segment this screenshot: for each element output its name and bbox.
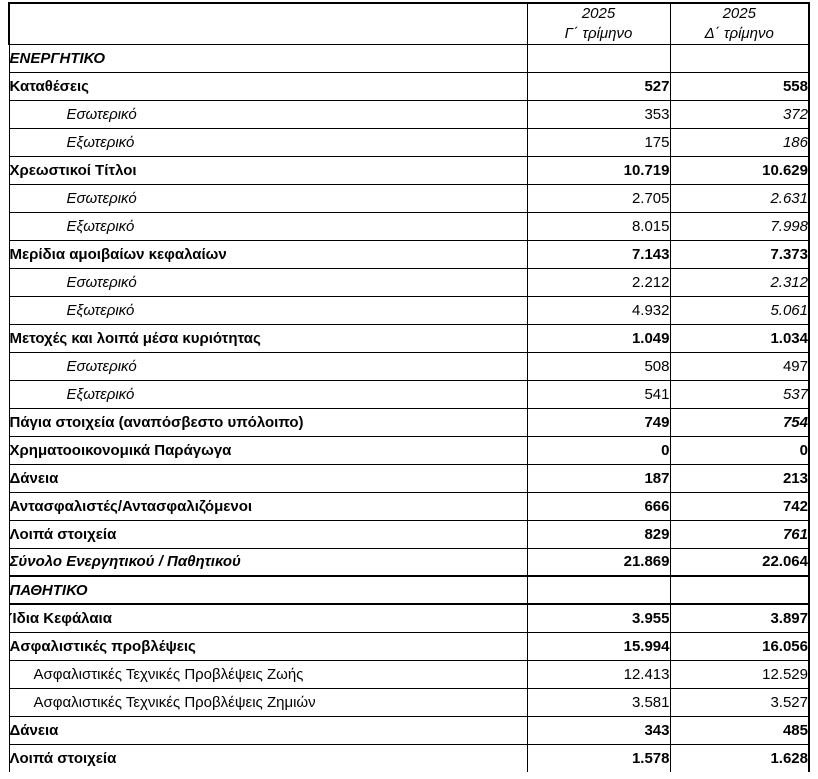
row-value-q4: 7.998 xyxy=(670,212,809,240)
table-row xyxy=(9,436,809,464)
row-value-q4: 10.629 xyxy=(670,156,809,184)
row-value-q4: 5.061 xyxy=(670,296,809,324)
row-label: Σύνολο Ενεργητικού / Παθητικού xyxy=(9,548,527,576)
table-header xyxy=(9,3,809,44)
row-value-q3: 3.581 xyxy=(527,688,670,716)
table-row xyxy=(9,352,809,380)
row-value-q3: 8.015 xyxy=(527,212,670,240)
row-value-q3: 343 xyxy=(527,716,670,744)
row-value-q3: 3.955 xyxy=(527,604,670,632)
row-value-q4: 2.631 xyxy=(670,184,809,212)
table-row xyxy=(9,324,809,352)
table-row xyxy=(9,380,809,408)
table-row xyxy=(9,408,809,436)
row-value-q3 xyxy=(527,44,670,72)
table-row xyxy=(9,128,809,156)
row-label: ΠΑΘΗΤΙΚΟ xyxy=(9,576,527,604)
row-label: Λοιπά στοιχεία xyxy=(9,520,527,548)
table-row xyxy=(9,576,809,604)
row-value-q3 xyxy=(527,576,670,604)
row-label: Εσωτερικό xyxy=(9,184,527,212)
row-value-q3: 10.719 xyxy=(527,156,670,184)
row-label: Ασφαλιστικές προβλέψεις xyxy=(9,632,527,660)
table-row xyxy=(9,268,809,296)
table-row xyxy=(9,184,809,212)
row-value-q4: 372 xyxy=(670,100,809,128)
row-value-q3: 1.049 xyxy=(527,324,670,352)
row-label: Ίδια Κεφάλαια xyxy=(9,604,527,632)
row-value-q4: 2.312 xyxy=(670,268,809,296)
row-value-q3: 666 xyxy=(527,492,670,520)
table-row xyxy=(9,44,809,72)
table-header-row xyxy=(9,3,809,44)
table-row xyxy=(9,632,809,660)
row-value-q3: 187 xyxy=(527,464,670,492)
row-value-q3: 4.932 xyxy=(527,296,670,324)
row-label: Πάγια στοιχεία (αναπόσβεστο υπόλοιπο) xyxy=(9,408,527,436)
row-value-q3: 1.578 xyxy=(527,744,670,772)
row-value-q3: 353 xyxy=(527,100,670,128)
table-row xyxy=(9,212,809,240)
row-label: Χρηματοοικονομικά Παράγωγα xyxy=(9,436,527,464)
row-label: Δάνεια xyxy=(9,716,527,744)
financial-table-sheet xyxy=(8,2,808,772)
row-value-q3: 2.212 xyxy=(527,268,670,296)
row-label: ΕΝΕΡΓΗΤΙΚΟ xyxy=(9,44,527,72)
table-row xyxy=(9,240,809,268)
row-label: Εξωτερικό xyxy=(9,380,527,408)
row-label: Καταθέσεις xyxy=(9,72,527,100)
row-value-q3: 2.705 xyxy=(527,184,670,212)
row-value-q3: 12.413 xyxy=(527,660,670,688)
row-label: Ασφαλιστικές Τεχνικές Προβλέψεις Ζωής xyxy=(9,660,527,688)
table-row xyxy=(9,604,809,632)
table-row xyxy=(9,464,809,492)
row-value-q4: 7.373 xyxy=(670,240,809,268)
row-label: Μερίδια αμοιβαίων κεφαλαίων xyxy=(9,240,527,268)
row-value-q4: 22.064 xyxy=(670,548,809,576)
row-value-q3: 541 xyxy=(527,380,670,408)
table-row xyxy=(9,520,809,548)
row-value-q3: 175 xyxy=(527,128,670,156)
row-value-q3: 15.994 xyxy=(527,632,670,660)
header-cell-q3 xyxy=(527,3,670,44)
table-row xyxy=(9,688,809,716)
table-row xyxy=(9,492,809,520)
row-label: Εσωτερικό xyxy=(9,100,527,128)
row-label: Δάνεια xyxy=(9,464,527,492)
row-value-q4: 537 xyxy=(670,380,809,408)
row-value-q4: 1.628 xyxy=(670,744,809,772)
table-row xyxy=(9,548,809,576)
row-label: Εξωτερικό xyxy=(9,296,527,324)
header-cell-q4 xyxy=(670,3,809,44)
row-value-q3: 829 xyxy=(527,520,670,548)
table-row xyxy=(9,716,809,744)
row-label: Αντασφαλιστές/Αντασφαλιζόμενοι xyxy=(9,492,527,520)
row-value-q4: 0 xyxy=(670,436,809,464)
row-label: Λοιπά στοιχεία xyxy=(9,744,527,772)
row-value-q4: 12.529 xyxy=(670,660,809,688)
balance-sheet-table xyxy=(8,2,810,772)
row-label: Ασφαλιστικές Τεχνικές Προβλέψεις Ζημιών xyxy=(9,688,527,716)
row-value-q4: 213 xyxy=(670,464,809,492)
row-value-q4: 3.527 xyxy=(670,688,809,716)
header-q4-year: 2025 xyxy=(722,5,756,22)
row-value-q3: 21.869 xyxy=(527,548,670,576)
row-value-q3: 749 xyxy=(527,408,670,436)
row-label: Εξωτερικό xyxy=(9,128,527,156)
row-label: Μετοχές και λοιπά μέσα κυριότητας xyxy=(9,324,527,352)
table-row xyxy=(9,156,809,184)
table-row xyxy=(9,296,809,324)
header-q3-period: Γ΄ τρίμηνο xyxy=(564,24,633,42)
row-label: Εσωτερικό xyxy=(9,268,527,296)
row-label: Χρεωστικοί Τίτλοι xyxy=(9,156,527,184)
table-row xyxy=(9,72,809,100)
row-value-q4: 761 xyxy=(670,520,809,548)
table-row xyxy=(9,660,809,688)
row-value-q4: 742 xyxy=(670,492,809,520)
header-q4-period: Δ΄ τρίμηνο xyxy=(704,24,774,42)
row-value-q4: 1.034 xyxy=(670,324,809,352)
row-value-q4: 186 xyxy=(670,128,809,156)
row-label: Εξωτερικό xyxy=(9,212,527,240)
row-value-q4: 497 xyxy=(670,352,809,380)
row-label: Εσωτερικό xyxy=(9,352,527,380)
row-value-q4 xyxy=(670,576,809,604)
row-value-q4: 558 xyxy=(670,72,809,100)
table-row xyxy=(9,100,809,128)
header-cell-label xyxy=(9,3,527,44)
table-body xyxy=(9,44,809,772)
row-value-q3: 527 xyxy=(527,72,670,100)
row-value-q4 xyxy=(670,44,809,72)
row-value-q4: 16.056 xyxy=(670,632,809,660)
row-value-q3: 0 xyxy=(527,436,670,464)
header-q3-year: 2025 xyxy=(581,5,616,22)
table-row xyxy=(9,744,809,772)
row-value-q3: 508 xyxy=(527,352,670,380)
row-value-q4: 485 xyxy=(670,716,809,744)
row-value-q4: 754 xyxy=(670,408,809,436)
row-value-q4: 3.897 xyxy=(670,604,809,632)
row-value-q3: 7.143 xyxy=(527,240,670,268)
